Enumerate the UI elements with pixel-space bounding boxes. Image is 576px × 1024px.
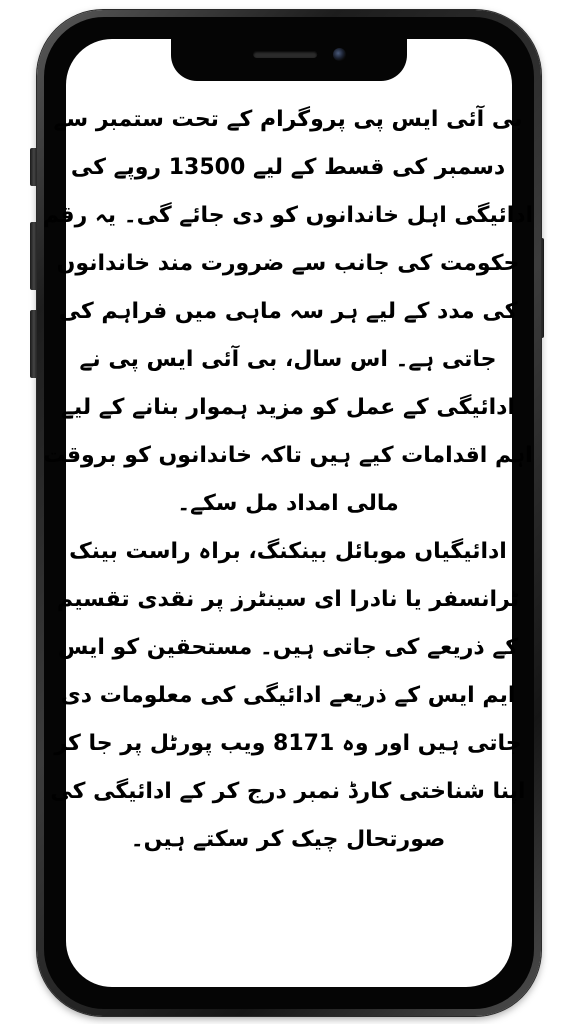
article-paragraph: ادائیگیاں موبائل بینکنگ، براہ راست بینک ٹرانسفر یا نادرا ای سینٹرز پر نقدی تقسیم کے ذریعے کی جاتی ہیں۔ مستحقین کو ایس ایم ایس کے ذریعے ادائیگی کی معلومات دی جاتی ہیں اور وہ 8171 ویب پورٹل پر جا کر اپنا شناختی کارڈ نمبر درج کر کے ادائیگی کی صورتحال چیک کر سکتے ہیں۔ [50, 539, 526, 852]
article-text [42, 96, 534, 864]
front-camera-icon [333, 48, 346, 61]
notch [171, 39, 407, 81]
article-paragraph: بی آئی ایس پی پروگرام کے تحت ستمبر سے دسمبر کی قسط کے لیے 13500 روپے کی ادائیگی اہل خاندانوں کو دی جائے گی۔ یہ رقم حکومت کی جانب سے ضرورت مند خاندانوں کی مدد کے لیے ہر سہ ماہی میں فراہم کی جاتی ہے۔ اس سال، بی آئی ایس پی نے ادائیگی کے عمل کو مزید ہموار بنانے کے لیے اہم اقدامات کیے ہیں تاکہ خاندانوں کو بروقت مالی امداد مل سکے۔ [42, 107, 534, 516]
earpiece-speaker [253, 51, 317, 58]
